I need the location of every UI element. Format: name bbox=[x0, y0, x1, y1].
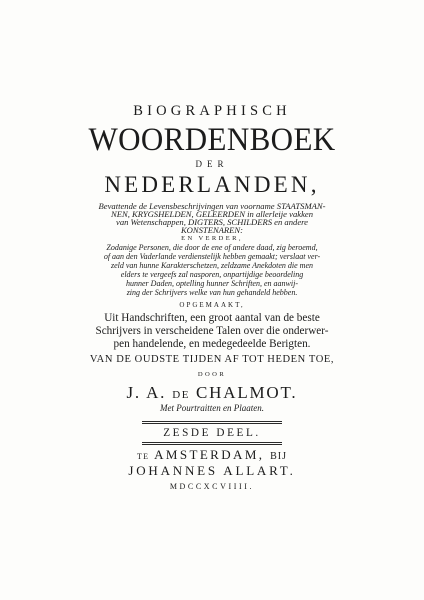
author-surname: CHALMOT. bbox=[196, 383, 298, 402]
imprint-te: TE bbox=[136, 452, 150, 461]
description-line: Bevattende de Levensbeschrijvingen van voorname STAATSMAN- bbox=[98, 201, 326, 211]
divider-rule bbox=[142, 444, 282, 445]
source-line: pen handelende, en medegedeelde Berigten. bbox=[113, 338, 311, 350]
source-line: Uit Handschriften, een groot aantal van de beste bbox=[104, 312, 320, 324]
further-last-line: zing der Schrijvers welke van hun gehandeld hebben. bbox=[126, 288, 298, 297]
further-line: Zodanige Personen, die door de ene of andere daad, zig beroemd, bbox=[106, 243, 318, 252]
author-particle: DE bbox=[172, 389, 190, 401]
description-line: van Wetenschappen, DIGTERS, SCHILDERS en andere bbox=[116, 217, 308, 227]
title-word-woordenboek: WOORDENBOEK bbox=[88, 122, 336, 158]
title-word-der: DER bbox=[195, 159, 229, 169]
description-line: NEN, KRYGSHELDEN, GELEERDEN in allerleije vakken bbox=[110, 209, 313, 219]
author-initials: J. A. bbox=[126, 383, 167, 402]
portraits-line: Met Pourtraitten en Plaaten. bbox=[160, 403, 264, 413]
description-line: KONSTENAREN: bbox=[180, 225, 244, 235]
source-line: Schrijvers in verscheidene Talen over die onderwer- bbox=[95, 325, 329, 337]
door-label: DOOR bbox=[197, 371, 227, 378]
divider-rule bbox=[142, 442, 282, 443]
publication-year: MDCCXCVIIII. bbox=[169, 482, 255, 491]
title-word-biographisch: BIOGRAPHISCH bbox=[133, 103, 291, 119]
period-line: VAN DE OUDSTE TIJDEN AF TOT HEDEN TOE, bbox=[89, 354, 335, 365]
publisher-name: JOHANNES ALLART. bbox=[128, 463, 296, 478]
divider-rule bbox=[142, 421, 282, 422]
imprint-city: AMSTERDAM, bbox=[154, 447, 265, 462]
opgemaakt-label: OPGEMAAKT, bbox=[179, 301, 245, 309]
imprint-city-line bbox=[0, 448, 424, 462]
volume-label: ZESDE DEEL. bbox=[163, 427, 261, 439]
author-name bbox=[0, 384, 424, 401]
further-line: hunner Daden, optelling hunner Schriften, en aanwij- bbox=[126, 279, 298, 288]
divider-rule bbox=[142, 423, 282, 424]
further-line: elders te vergeefs zal nasporen, onpartijdige beoordeling bbox=[120, 270, 304, 279]
further-line: zeld van hunne Karakterschetzen, zeldzame Anekdoten die men bbox=[110, 261, 314, 270]
further-line: of aan den Vaderlande verdienstelijk hebben gemaakt; verslaat ver- bbox=[103, 252, 321, 261]
en-verder-label: EN VERDER, bbox=[181, 235, 243, 242]
title-word-nederlanden: NEDERLANDEN, bbox=[104, 172, 320, 197]
imprint-bij: BIJ bbox=[270, 451, 287, 462]
